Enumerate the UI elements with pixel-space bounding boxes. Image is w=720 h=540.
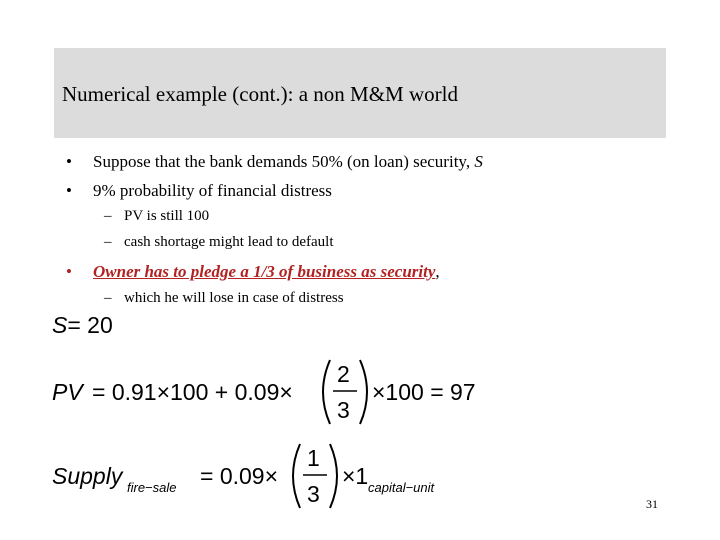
bullet-variable: S	[474, 152, 483, 171]
equation-supply-graphic	[52, 438, 512, 516]
dash-marker: –	[104, 208, 112, 224]
sub-bullet-text: cash shortage might lead to default	[124, 234, 334, 250]
eq3-part1: = 0.09×	[200, 463, 279, 489]
slide-title: Numerical example (cont.): a non M&M world	[62, 82, 458, 106]
eq3-frac-den: 3	[307, 481, 320, 507]
eq2-frac-den: 3	[337, 397, 350, 423]
sub-bullet-text: which he will lose in case of distress	[124, 290, 344, 306]
bullet-distress-probability	[66, 181, 332, 201]
eq3-part2: ×1	[342, 463, 369, 489]
bullet-marker: •	[66, 181, 72, 200]
eq1-rhs: = 20	[67, 312, 113, 338]
equation-pv-graphic	[52, 352, 512, 432]
equation-supply	[52, 438, 512, 516]
right-paren	[330, 444, 337, 508]
eq3-part2-sub: capital−unit	[368, 480, 435, 495]
dash-marker: –	[104, 290, 112, 306]
right-paren	[360, 360, 367, 424]
left-paren	[323, 360, 330, 424]
eq2-lhs: PV	[52, 379, 83, 405]
bullet-marker: •	[66, 152, 72, 171]
bullet-tail: ,	[435, 262, 440, 281]
eq3-lhs-sub: fire−sale	[127, 480, 177, 495]
dash-marker: –	[104, 234, 112, 250]
sub-bullet-cash-shortage	[104, 234, 334, 251]
bullet-marker: •	[66, 262, 72, 281]
bullet-emphasis: Owner has to pledge a 1/3 of business as security	[93, 262, 436, 281]
eq2-frac-num: 2	[337, 361, 350, 387]
sub-bullet-pv	[104, 208, 209, 225]
eq2-part2: ×100 = 97	[372, 379, 476, 405]
bullet-bank-security	[66, 152, 483, 172]
eq3-lhs: Supply	[52, 463, 123, 489]
page-number: 31	[646, 497, 658, 511]
sub-bullet-text: PV is still 100	[124, 208, 210, 224]
equation-s	[52, 312, 113, 339]
sub-bullet-lose	[104, 290, 344, 307]
eq3-frac-num: 1	[307, 445, 320, 471]
bullet-text: 9% probability of financial distress	[93, 181, 332, 200]
eq2-part1: = 0.91×100 + 0.09×	[92, 379, 293, 405]
title-bar	[54, 48, 666, 138]
bullet-owner-pledge	[66, 262, 440, 282]
bullet-text: Suppose that the bank demands 50% (on loan) security,	[93, 152, 475, 171]
left-paren	[293, 444, 300, 508]
equation-pv	[52, 352, 512, 432]
eq1-lhs: S	[52, 312, 68, 338]
